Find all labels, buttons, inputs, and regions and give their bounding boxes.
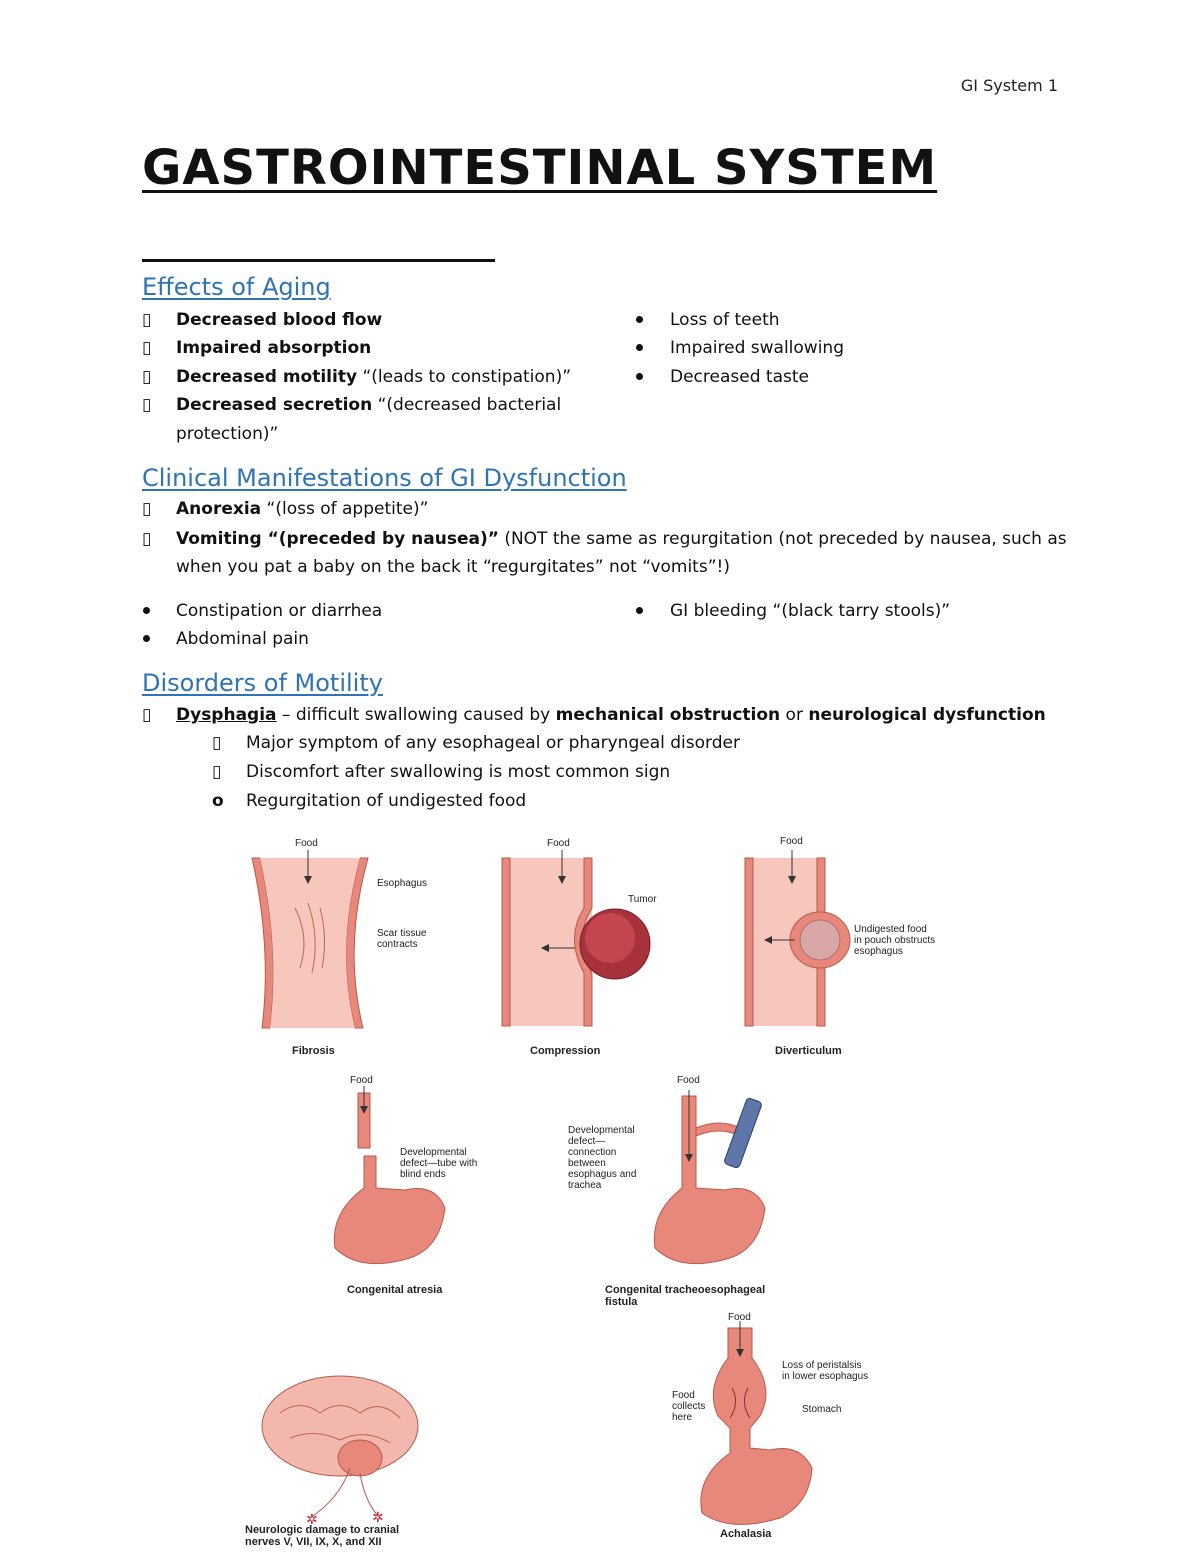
bullet-marker: ▯	[142, 529, 152, 549]
bullet-marker: ▯	[142, 705, 152, 725]
bullet-marker: ▯	[142, 310, 152, 330]
undigested-label-1: Undigested food	[854, 924, 927, 935]
list-item-dysphagia: Dysphagia – difficult swallowing caused by mechanical obstruction or neurological dysfunction	[176, 705, 1046, 725]
bullet-marker-o: o	[212, 791, 224, 811]
dysphagia-causes-figure	[240, 828, 980, 1550]
list-item: Constipation or diarrhea	[176, 601, 383, 621]
sub-item: Regurgitation of undigested food	[246, 791, 527, 811]
list-item: Loss of teeth	[670, 310, 780, 330]
caption-achalasia: Achalasia	[720, 1528, 772, 1540]
bullet-marker: ▯	[142, 395, 152, 415]
food-label: Food	[677, 1075, 700, 1086]
caption-neuro-1: Neurologic damage to cranial	[245, 1524, 400, 1536]
list-item: Decreased blood flow	[176, 310, 383, 330]
food-label: Food	[728, 1312, 751, 1323]
caption-compression: Compression	[530, 1045, 601, 1057]
page-header-label: GI System 1	[960, 76, 1058, 95]
diverticulum-diagram	[745, 836, 935, 1057]
caption-diverticulum: Diverticulum	[775, 1045, 842, 1057]
svg-text:✲: ✲	[372, 1510, 384, 1526]
food-label: Food	[295, 838, 318, 849]
stomach-label: Stomach	[802, 1404, 842, 1415]
achalasia-diagram	[672, 1312, 868, 1540]
atresia-label-1: Developmental	[400, 1147, 467, 1158]
fistula-label-4: between	[568, 1158, 606, 1169]
scar-label-2: contracts	[377, 939, 418, 950]
peristalsis-label-2: in lower esophagus	[782, 1371, 869, 1382]
sub-item: Discomfort after swallowing is most common sign	[246, 762, 671, 782]
neurologic-diagram	[245, 1376, 418, 1548]
collects-label-2: collects	[672, 1401, 706, 1412]
list-item: Impaired absorption	[176, 338, 372, 358]
fibrosis-diagram	[252, 838, 427, 1057]
fistula-label-1: Developmental	[568, 1125, 635, 1136]
atresia-label-3: blind ends	[400, 1169, 446, 1180]
atresia-diagram	[334, 1075, 477, 1296]
collects-label-1: Food	[672, 1390, 695, 1401]
food-label: Food	[780, 836, 803, 847]
bullet-marker: ▯	[142, 499, 152, 519]
bullet-dot	[636, 373, 643, 380]
bullet-marker: ▯	[212, 762, 222, 782]
fistula-diagram	[568, 1075, 765, 1308]
list-item-anorexia: Anorexia “(loss of appetite)”	[176, 499, 429, 519]
fistula-label-3: connection	[568, 1147, 617, 1158]
bullet-dot	[636, 344, 643, 351]
list-item: GI bleeding “(black tarry stools)”	[670, 601, 951, 621]
caption-fistula-2: fistula	[605, 1296, 638, 1308]
compression-diagram	[502, 838, 657, 1057]
list-item: Decreased secretion “(decreased bacterial	[176, 395, 562, 415]
list-item-vomiting: Vomiting “(preceded by nausea)” (NOT the same as regurgitation (not preceded by nausea, such as	[176, 529, 1067, 549]
fistula-label-6: trachea	[568, 1180, 602, 1191]
list-item-continuation: when you pat a baby on the back it “regurgitates” not “vomits”!)	[176, 557, 730, 577]
list-item: Decreased taste	[670, 367, 809, 387]
caption-fibrosis: Fibrosis	[292, 1045, 335, 1057]
scar-label-1: Scar tissue	[377, 928, 427, 939]
bullet-marker: ▯	[142, 367, 152, 387]
collects-label-3: here	[672, 1412, 693, 1423]
peristalsis-label-1: Loss of peristalsis	[782, 1360, 862, 1371]
caption-neuro-2: nerves V, VII, IX, X, and XII	[245, 1536, 382, 1548]
list-item-continuation: protection)”	[176, 424, 279, 444]
page-title: GASTROINTESTINAL SYSTEM	[142, 140, 938, 196]
caption-fistula-1: Congenital tracheoesophageal	[605, 1284, 766, 1296]
list-item: Decreased motility “(leads to constipation)”	[176, 367, 572, 387]
sub-item: Major symptom of any esophageal or pharyngeal disorder	[246, 733, 740, 753]
bullet-marker: ▯	[142, 338, 152, 358]
food-label: Food	[350, 1075, 373, 1086]
food-label: Food	[547, 838, 570, 849]
bullet-dot	[143, 635, 150, 642]
tumor-label: Tumor	[628, 894, 657, 905]
bullet-dot	[636, 607, 643, 614]
svg-text:✲: ✲	[306, 1512, 318, 1528]
bullet-marker: ▯	[212, 733, 222, 753]
undigested-label-2: in pouch obstructs	[854, 935, 936, 946]
list-item: Impaired swallowing	[670, 338, 844, 358]
atresia-label-2: defect—tube with	[400, 1158, 478, 1169]
bullet-dot	[636, 316, 643, 323]
bullet-dot	[143, 607, 150, 614]
section-heading-motility: Disorders of Motility	[142, 669, 383, 697]
section-heading-clinical: Clinical Manifestations of GI Dysfunction	[142, 464, 627, 492]
undigested-label-3: esophagus	[854, 946, 903, 957]
list-item: Abdominal pain	[176, 629, 309, 649]
fistula-label-5: esophagus and	[568, 1169, 637, 1180]
divider-rule	[142, 259, 495, 262]
caption-atresia: Congenital atresia	[347, 1284, 443, 1296]
fistula-label-2: defect—	[568, 1136, 606, 1147]
section-heading-aging: Effects of Aging	[142, 273, 331, 301]
esophagus-label: Esophagus	[377, 878, 428, 889]
